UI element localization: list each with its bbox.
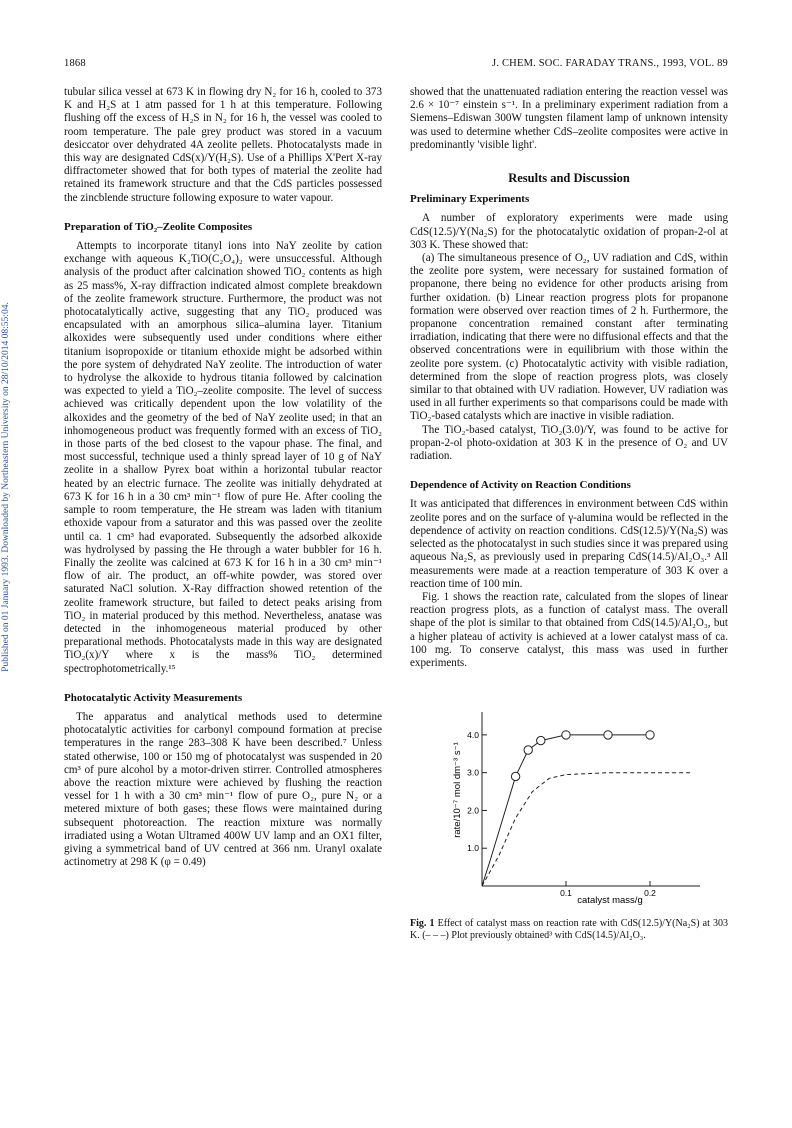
data-point	[537, 736, 545, 744]
figure-1	[410, 690, 728, 958]
x-axis-label: catalyst mass/g	[577, 895, 643, 907]
dashed-series-line	[482, 773, 692, 886]
section-heading: Dependence of Activity on Reaction Conditions	[410, 479, 631, 492]
paragraph: It was anticipated that differences in environment between CdS within zeolite pores and on the surface of γ-alumina would be reflected in the dependence of activity on reaction conditions. CdS(12.5)/Y(Na₂S) was selected as the photocatalyst in such studies since it was prepared using aqueous Na₂S, as previously used in preparing CdS(14.5)/Al₂O₃.³ All measurements were made at a reaction temperature of 303 K over a reaction time of 100 min.	[410, 498, 728, 590]
data-point	[646, 731, 654, 739]
section-heading: Photocatalytic Activity Measurements	[64, 691, 243, 704]
page-header	[64, 58, 728, 74]
caption-label: Fig. 1	[410, 918, 435, 930]
paragraph: Attempts to incorporate titanyl ions into NaY zeolite by cation exchange with aqueous K₂TiO(C₂O₄)₂ were unsuccessful. Although analysis of the product after calcination showed TiO₂ contents as high as 25 mass%, X-ray diffraction indicated almost complete breakdown of the zeolite framework structure. Furthermore, the product was not photocatalytically active, suggesting that any TiO₂ produced was encapsulated with an amorphous silica–alumina layer. Titanium alkoxides were subsequently used under conditions where either titanium isopropoxide or titanium ethoxide might be adsorbed within the pore system of dehydrated NaY zeolite. The introduction of water to hydrolyse the alkoxide to hydrous titania followed by calcination was expected to yield a TiO₂–zeolite composite. The level of success achieved was critically dependent upon the low volatility of the alkoxides and the geometry of the bed of NaY zeolite used; in that an inhomogeneous product was frequently formed with an excess of TiO₂ in those parts of the bed closest to the vapour phase. The final, and most successful, technique used a thinly spread layer of 10 g of NaY zeolite in a shallow Pyrex boat within a horizontal tubular reactor heated by an electric furnace. The zeolite was initially dehydrated at 673 K for 16 h in a 30 cm³ min⁻¹ flow of pure He. After cooling the sample to room temperature, the He stream was laden with titanium ethoxide vapour from a saturator and this was passed over the zeolite until ca. 1 cm³ had evaporated. Subsequently the adsorbed alkoxide was hydrolysed by passing the He through a water bubbler for 16 h. Finally the zeolite was calcined at 673 K for 16 h in a 30 cm³ min⁻¹ flow of air. The product, an off-white powder, was stored over saturated NaCl solution. X-Ray diffraction showed retention of the zeolite framework structure, but failed to detect peaks arising from TiO₂ in material produced by this method. Nevertheless, anatase was detected in the inhomogeneous material produced by other preparational methods. Photocatalysts made in this way are designated TiO₂(x)/Y where x is the mass% TiO₂ determined spectrophotometrically.¹⁵	[64, 240, 382, 675]
y-tick-label: 1.0	[467, 843, 479, 854]
paragraph: A number of exploratory experiments were made using CdS(12.5)/Y(Na₂S) for the photocatalytic oxidation of propan-2-ol at 303 K. These showed that:	[410, 212, 728, 251]
figure-caption	[410, 918, 728, 942]
paragraph: tubular silica vessel at 673 K in flowing dry N₂ for 16 h, cooled to 373 K and H₂S at 1 atm passed for 1 h at this temperature. Following flushing off the excess of H₂S in N₂ for 16 h, the vessel was cooled to room temperature. The pale grey product was stored in a vacuum desiccator over dehydrated 4A zeolite pellets. Photocatalysts made in this way are designated CdS(x)/Y(H₂S). Use of a Phillips X'Pert X-ray diffractometer showed that for both types of material the zeolite had retained its framework structure and that the CdS particles possessed the zincblende structure following exposure to water vapour.	[64, 86, 382, 204]
data-point	[562, 731, 570, 739]
data-point	[524, 746, 532, 754]
paragraph: showed that the unattenuated radiation entering the reaction vessel was 2.6 × 10⁻⁷ einstein s⁻¹. In a preliminary experiment radiation from a Siemens–Ediswan 300W tungsten filament lamp of unknown intensity was used to determine whether CdS–zeolite composites were active in predominantly 'visible light'.	[410, 86, 728, 151]
paragraph: Fig. 1 shows the reaction rate, calculated from the slopes of linear reaction progress plots, as a function of catalyst mass. The overall shape of the plot is similar to that obtained from CdS(14.5)/Al₂O₃, but a higher plateau of activity is achieved at a lower catalyst mass of ca. 100 mg. To conserve catalyst, this mass was used in further experiments.	[410, 590, 728, 669]
paragraph: The apparatus and analytical methods used to determine photocatalytic activities for carbonyl compound formation at precise temperatures in the range 283–308 K have been described.⁷ Unless stated otherwise, 100 or 150 mg of photocatalyst was suspended in 20 cm³ of pure alcohol by a motor-driven stirrer. Controlled atmospheres above the reaction mixture were achieved by flushing the reaction vessel for 1 h with a 30 cm³ min⁻¹ flow of pure O₂, pure N₂ or a metered mixture of both gases; these flows were maintained during subsequent photoreaction. The reaction mixture was normally irradiated using a Wotan Ultramed 400W UV lamp and an OX1 filter, giving a symmetrical band of UV centred at 366 nm. Uranyl oxalate actinometry at 298 K (φ = 0.49)	[64, 710, 382, 869]
x-tick-label: 0.1	[560, 888, 572, 899]
page-number: 1868	[64, 58, 86, 69]
journal-title: J. CHEM. SOC. FARADAY TRANS., 1993, VOL. 89	[492, 58, 728, 69]
paragraph: (a) The simultaneous presence of O₂, UV radiation and CdS, within the zeolite pore system, were necessary for sustained formation of propanone, there being no evidence for other products arising from further oxidation. (b) Linear reaction progress plots for propanone formation were observed over reaction times of 2 h. Furthermore, the propanone concentration remained constant after terminating irradiation, indicating that there were no diffusional effects and that the observed concentrations were in equilibrium with those within the zeolite pore system. (c) Photocatalytic activity with visible radiation, determined from the slope of reaction progress plots, was closely similar to that obtained with UV radiation. However, UV radiation was used in all further experiments so that comparisons could be made with TiO₂-based catalysts which are inactive in visible radiation.	[410, 252, 728, 423]
data-point	[511, 772, 519, 780]
caption-text: Effect of catalyst mass on reaction rate with CdS(12.5)/Y(Na₂S) at 303 K. (– – –) Plot previously obtained³ with CdS(14.5)/Al₂O₃.	[410, 918, 729, 942]
rate-vs-mass-chart	[410, 690, 728, 910]
section-heading: Preliminary Experiments	[410, 193, 530, 206]
section-heading: Preparation of TiO₂–Zeolite Composites	[64, 220, 253, 233]
solid-series-line	[482, 735, 650, 886]
y-tick-label: 4.0	[467, 730, 479, 741]
paragraph: The TiO₂-based catalyst, TiO₂(3.0)/Y, was found to be active for propan-2-ol photo-oxidation at 303 K in the presence of O₂ and UV radiation.	[410, 423, 728, 463]
y-tick-label: 3.0	[467, 767, 479, 778]
data-point	[604, 731, 612, 739]
x-tick-label: 0.2	[644, 888, 656, 899]
download-note[interactable]: Published on 01 January 1993. Downloaded by Northeastern University on 28/10/2014 08:55:04.	[1, 302, 11, 672]
y-tick-label: 2.0	[467, 805, 479, 816]
main-heading: Results and Discussion	[508, 171, 630, 186]
right-column	[410, 86, 728, 958]
left-column	[64, 86, 382, 869]
y-axis-label: rate/10⁻⁷ mol dm⁻³ s⁻¹	[452, 742, 463, 838]
